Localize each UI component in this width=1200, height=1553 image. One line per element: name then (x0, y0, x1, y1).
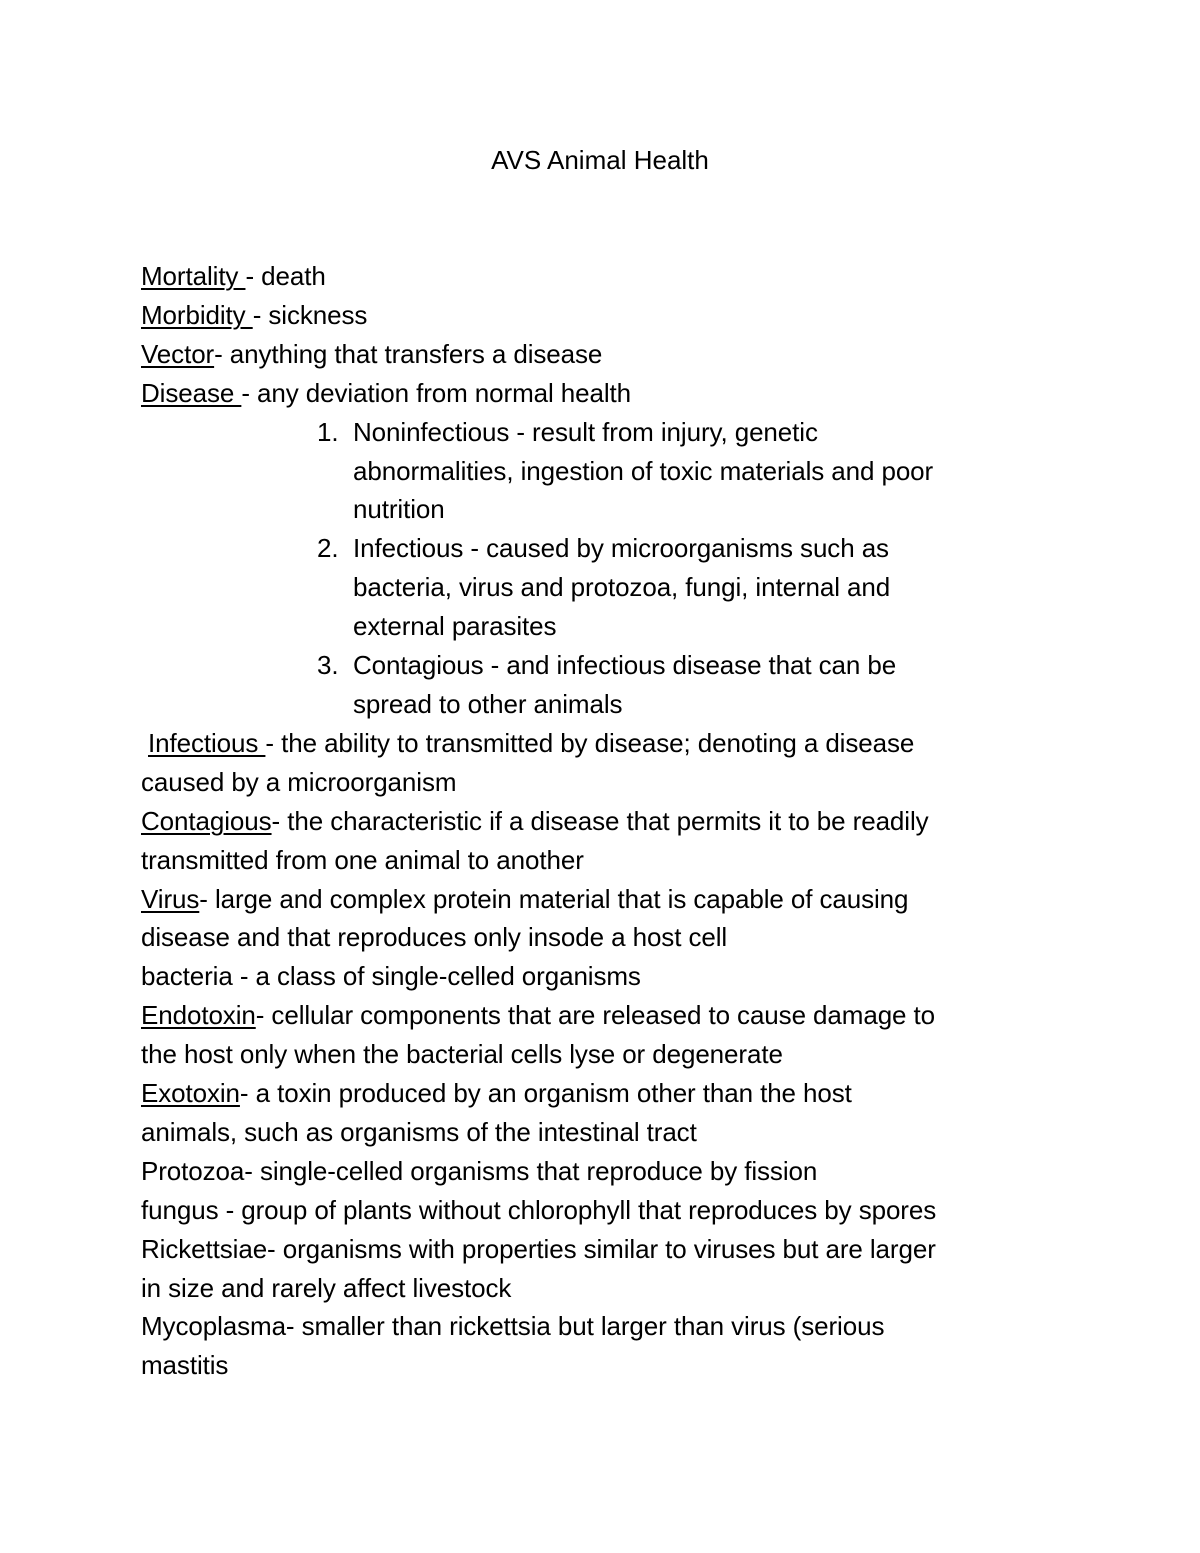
definition-text: - cellular components that are released to cause damage to (255, 1000, 936, 1031)
definition-text: - any deviation from normal health (241, 377, 632, 408)
definition-mycoplasma: Mycoplasma- smaller than rickettsia but larger than virus (serious (141, 1311, 885, 1342)
list-text-line: Contagious - and infectious disease that can be (353, 650, 897, 681)
definition-vector (141, 335, 1061, 374)
definition-mortality (141, 257, 1061, 296)
list-number: 3. (317, 650, 339, 681)
definition-continuation: in size and rarely affect livestock (141, 1272, 512, 1303)
definition-morbidity (141, 296, 1061, 335)
list-text-line: Infectious - caused by microorganisms such as (353, 533, 889, 564)
definition-endotoxin (141, 996, 1061, 1035)
definition-infectious (141, 724, 1061, 763)
disease-types-list (141, 413, 1061, 724)
list-text-line: external parasites (353, 611, 557, 642)
definition-continuation: transmitted from one animal to another (141, 844, 584, 875)
list-text-line: spread to other animals (353, 688, 623, 719)
list-item-contagious (141, 646, 1061, 724)
definition-bacteria: bacteria - a class of single-celled organisms (141, 961, 641, 992)
definition-rickettsiae: Rickettsiae- organisms with properties similar to viruses but are larger (141, 1233, 936, 1264)
definition-text: - large and complex protein material that is capable of causing (199, 883, 909, 914)
list-item-infectious (141, 529, 1061, 646)
definition-continuation: disease and that reproduces only insode a host cell (141, 922, 728, 953)
definition-continuation: caused by a microorganism (141, 766, 457, 797)
definition-text: - sickness (252, 299, 368, 330)
term-vector: Vector (141, 338, 215, 369)
term-contagious: Contagious (141, 805, 272, 836)
definition-continuation: animals, such as organisms of the intestinal tract (141, 1116, 697, 1147)
definition-text: - the characteristic if a disease that permits it to be readily (271, 805, 929, 836)
list-number: 2. (317, 533, 339, 564)
document-body (141, 257, 1061, 1385)
term-virus: Virus (141, 883, 200, 914)
list-text-line: bacteria, virus and protozoa, fungi, internal and (353, 572, 891, 603)
term-infectious: Infectious (148, 727, 266, 758)
term-exotoxin: Exotoxin (141, 1078, 240, 1109)
list-text-line: abnormalities, ingestion of toxic materials and poor (353, 455, 934, 486)
list-text-line: Noninfectious - result from injury, genetic (353, 416, 818, 447)
definition-continuation: mastitis (141, 1350, 229, 1381)
definition-disease (141, 374, 1061, 413)
list-item-noninfectious (141, 413, 1061, 530)
definition-text: - death (245, 261, 326, 291)
definition-contagious (141, 802, 1061, 841)
definition-text: - a toxin produced by an organism other than the host (239, 1078, 852, 1109)
definition-virus (141, 880, 1061, 919)
page-title: AVS Animal Health (491, 145, 709, 175)
definition-continuation: the host only when the bacterial cells lyse or degenerate (141, 1039, 783, 1070)
definition-fungus: fungus - group of plants without chlorophyll that reproduces by spores (141, 1194, 937, 1225)
definition-protozoa: Protozoa- single-celled organisms that reproduce by fission (141, 1155, 818, 1186)
definition-text: - the ability to transmitted by disease; denoting a disease (265, 727, 915, 758)
term-disease: Disease (141, 377, 242, 408)
definition-text: - anything that transfers a disease (214, 338, 603, 369)
term-mortality: Mortality (141, 261, 246, 291)
definition-exotoxin (141, 1074, 1061, 1113)
list-number: 1. (317, 416, 339, 447)
term-endotoxin: Endotoxin (141, 1000, 256, 1031)
list-text-line: nutrition (353, 494, 445, 525)
term-morbidity: Morbidity (141, 299, 253, 330)
